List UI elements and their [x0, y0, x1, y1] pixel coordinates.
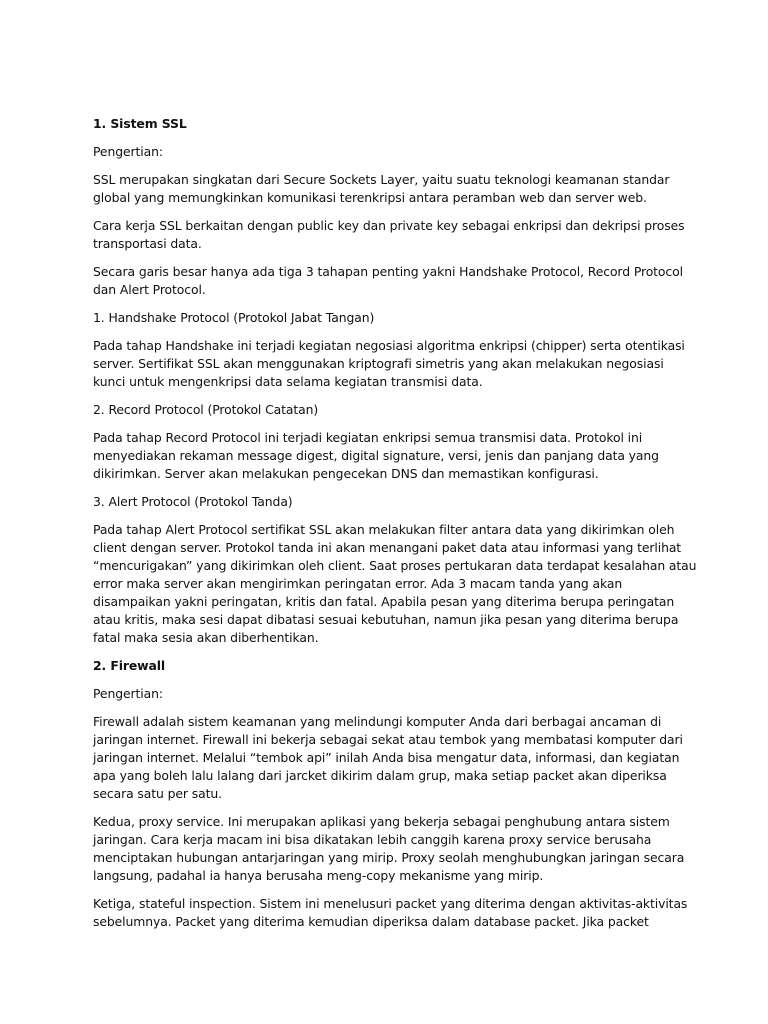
- firewall-heading: 2. Firewall: [93, 658, 166, 673]
- firewall-pengertian-label: Pengertian:: [93, 686, 163, 701]
- handshake-text: Pada tahap Handshake ini terjadi kegiatan negosiasi algoritma enkripsi (chipper) serta otentikasi server. Sertifikat SSL akan menggunakan kriptografi simetris yang akan melakukan negosiasi kunci untuk mengenkripsi data selama kegiatan transmisi data.: [93, 338, 685, 389]
- alert-text: Pada tahap Alert Protocol sertifikat SSL akan melakukan filter antara data yang dikirimkan oleh client dengan server. Protokol tanda ini akan menangani paket data atau informasi yang terlihat “mencurigakan” yang dikirimkan oleh client. Saat proses pertukaran data terdapat kesalahan atau error maka server akan mengirimkan peringatan error. Ada 3 macam tanda yang akan disampaikan yakni peringatan, kritis dan fatal. Apabila pesan yang diterima berupa peringatan atau kritis, maka sesi dapat dibatasi sesuai kebutuhan, namun jika pesan yang diterima berupa fatal maka sesia akan diberhentikan.: [93, 522, 697, 645]
- ssl-paragraph-2: Cara kerja SSL berkaitan dengan public key dan private key sebagai enkripsi dan dekripsi proses transportasi data.: [93, 218, 685, 251]
- alert-title: 3. Alert Protocol (Protokol Tanda): [93, 494, 293, 509]
- firewall-paragraph-2: Kedua, proxy service. Ini merupakan aplikasi yang bekerja sebagai penghubung antara sistem jaringan. Cara kerja macam ini bisa dikatakan lebih canggih karena proxy service berusaha menciptakan hubungan antarjaringan yang mirip. Proxy seolah menghubungkan jaringan secara langsung, padahal ia hanya berusaha meng-copy mekanisme yang mirip.: [93, 814, 685, 883]
- ssl-paragraph-3: Secara garis besar hanya ada tiga 3 tahapan penting yakni Handshake Protocol, Record Protocol dan Alert Protocol.: [93, 264, 683, 297]
- ssl-pengertian-label: Pengertian:: [93, 144, 163, 159]
- handshake-title: 1. Handshake Protocol (Protokol Jabat Tangan): [93, 310, 375, 325]
- record-text: Pada tahap Record Protocol ini terjadi kegiatan enkripsi semua transmisi data. Protokol ini menyediakan rekaman message digest, digital signature, versi, jenis dan panjang data yang dikirimkan. Server akan melakukan pengecekan DNS dan memastikan konfigurasi.: [93, 430, 659, 481]
- record-title: 2. Record Protocol (Protokol Catatan): [93, 402, 319, 417]
- firewall-paragraph-3: Ketiga, stateful inspection. Sistem ini menelusuri packet yang diterima dengan aktivitas-aktivitas sebelumnya. Packet yang diterima kemudian diperiksa dalam database packet. Jika packet: [93, 896, 688, 929]
- ssl-paragraph-1: SSL merupakan singkatan dari Secure Sockets Layer, yaitu suatu teknologi keamanan standar global yang memungkinkan komunikasi terenkripsi antara peramban web dan server web.: [93, 172, 670, 205]
- firewall-paragraph-1: Firewall adalah sistem keamanan yang melindungi komputer Anda dari berbagai ancaman di jaringan internet. Firewall ini bekerja sebagai sekat atau tembok yang membatasi komputer dari jaringan internet. Melalui “tembok api” inilah Anda bisa mengatur data, informasi, dan kegiatan apa yang boleh lalu lalang dari jarcket dikirim dalam grup, maka setiap packet akan diperiksa secara satu per satu.: [93, 714, 683, 801]
- ssl-heading: 1. Sistem SSL: [93, 116, 187, 131]
